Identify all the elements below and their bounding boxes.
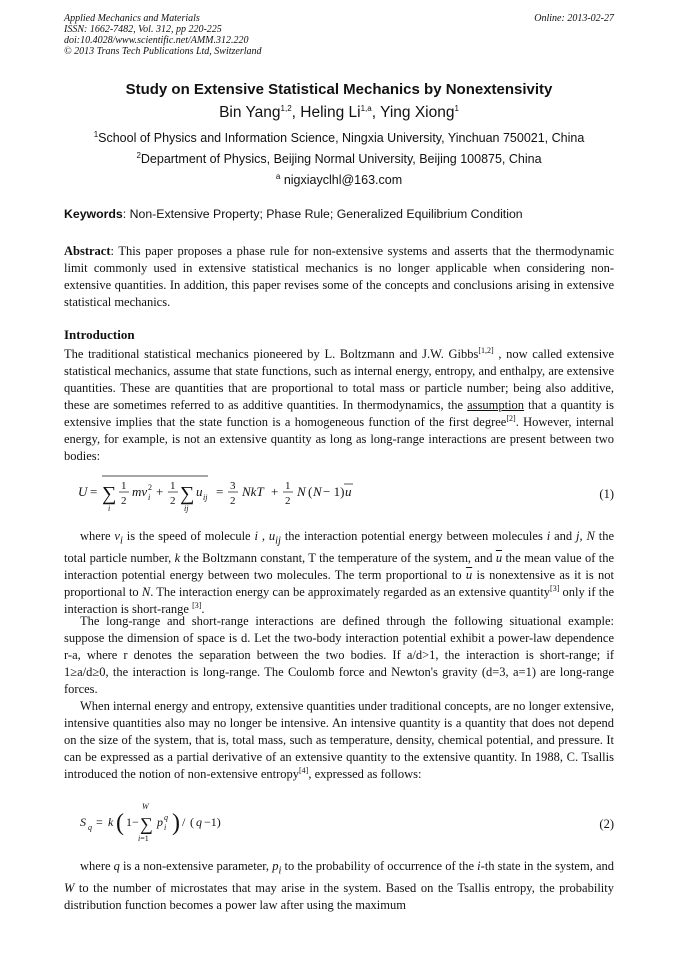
svg-text:p: p xyxy=(157,815,163,829)
author-name: Heling Li xyxy=(300,104,361,121)
svg-text:2: 2 xyxy=(148,483,152,492)
svg-text:ij: ij xyxy=(203,493,208,502)
svg-text:=: = xyxy=(216,484,224,499)
underlined-word: assumption xyxy=(467,398,525,412)
affiliation-text: Department of Physics, Beijing Normal University, Beijing 100875, China xyxy=(140,152,542,166)
intro-paragraph-4: When internal energy and entropy, extensive quantities under traditional concepts, are no longer extensive, intensive quantities also may no longer be intensive. An intensive quantity is a quantity that does not depend on the size of the system, that is, total mass, such as temperature, density, chemical potential, and pressure. It can be expressed as a partial derivative of an extensive quantity to the extensive quantity. In 1988, C. Tsallis introduced the notion of non-extensive entropy[4], expressed as follows: xyxy=(64,699,614,781)
svg-text:− 1): − 1) xyxy=(323,484,345,499)
affiliation-mark: 1 xyxy=(93,129,99,139)
svg-text:(: ( xyxy=(116,810,124,836)
equation-1 xyxy=(64,470,614,520)
svg-text:1: 1 xyxy=(121,480,127,492)
keywords xyxy=(64,207,523,221)
author-list: Bin Yang$^{1,2}$, Heling Li$^{1,a}$, Ying Xiong$^1$ xyxy=(219,103,459,121)
journal-name: Applied Mechanics and Materials xyxy=(64,13,200,24)
svg-text:∑: ∑ xyxy=(180,483,195,505)
affiliation-mark: 2 xyxy=(136,150,141,160)
svg-text:q: q xyxy=(164,813,168,822)
svg-text:(: ( xyxy=(308,484,313,499)
svg-text:): ) xyxy=(172,810,180,836)
intro-paragraph-1: The traditional statistical mechanics pioneered by L. Boltzmann and J.W. Gibbs[1,2] , now called extensive statistical mechanics, assume that state functions, such as internal energy, entropy, and enthalpy, are extensive quantities. These are quantities that are proportional to total mass or particle number; being also additive, these are sometimes referred to as additive quantities. In thermodynamics, the assumption that a quantity is extensive implies that the state function is a homogeneous function of the first degree[2]. However, internal energy, for example, is not an extensive quantity as long as long-range interactions are present between two bodies: xyxy=(64,345,614,463)
svg-text:2: 2 xyxy=(230,495,236,507)
svg-text:ij: ij xyxy=(184,504,189,513)
svg-text:−1): −1) xyxy=(204,815,221,829)
svg-text:∑: ∑ xyxy=(140,814,153,834)
abstract-label: Abstract xyxy=(64,244,111,258)
svg-text:i: i xyxy=(108,504,111,513)
svg-text:q: q xyxy=(88,823,92,832)
svg-text:2: 2 xyxy=(285,495,291,507)
author-affiliation-mark: 1,2 xyxy=(280,103,292,113)
doi-line: doi:10.4028/www.scientific.net/AMM.312.220 xyxy=(64,35,249,46)
citation: [2] xyxy=(506,413,516,423)
abstract-text: : This paper proposes a phase rule for non-extensive systems and asserts that the thermodynamic limit commonly used in extensive statistical mechanics is no longer applicable when considering non-extensive quantities. In addition, this paper revises some of the concepts and conclusions arising in extensive statistical mechanics. xyxy=(64,244,614,309)
citation: [3] xyxy=(192,600,202,610)
affiliation-mark: a xyxy=(275,171,281,181)
svg-text:N: N xyxy=(297,484,306,499)
svg-text:1−: 1− xyxy=(126,815,139,829)
abstract xyxy=(64,243,614,311)
svg-text:2: 2 xyxy=(170,495,176,507)
svg-text:N: N xyxy=(313,484,322,499)
email-text: nigxiayclhl@163.com xyxy=(283,173,403,187)
svg-text:k: k xyxy=(108,815,114,829)
equation-number: (1) xyxy=(599,487,614,501)
svg-text:2: 2 xyxy=(121,495,127,507)
svg-text:U: U xyxy=(78,484,88,499)
svg-text:u: u xyxy=(196,484,203,499)
citation: [3] xyxy=(550,583,560,593)
keywords-label: Keywords xyxy=(64,207,123,221)
copyright-line: © 2013 Trans Tech Publications Ltd, Switzerland xyxy=(64,46,262,57)
author-name: Bin Yang xyxy=(219,104,281,121)
svg-text:=: = xyxy=(96,815,103,829)
svg-text:3: 3 xyxy=(230,480,236,492)
svg-text:W: W xyxy=(142,802,149,811)
svg-text:i: i xyxy=(148,493,151,502)
svg-text:∑: ∑ xyxy=(102,483,117,505)
svg-text:i: i xyxy=(164,823,167,832)
svg-text:q: q xyxy=(196,815,202,829)
affiliation-2 xyxy=(0,152,678,166)
svg-text:/: / xyxy=(182,815,186,829)
svg-text:(: ( xyxy=(190,815,194,829)
intro-paragraph-2: where $v_i$ is the speed of molecule i , $u_{ij}$ the interaction potential energy between molecules i and j, N the total particle number, k the Boltzmann constant, T the temperature of the system, and $\overline{u}$ the mean value of the interaction potential energy between two molecules. The term proportional to $\overline{u}$ is nonextensive as it is not proportional to N. The interaction energy can be approximately regarded as an extensive quantity[3] only if the interaction is short-range [3]. xyxy=(64,529,615,616)
online-date: Online: 2013-02-27 xyxy=(534,13,614,24)
svg-text:i=1: i=1 xyxy=(138,834,149,843)
svg-text:1: 1 xyxy=(170,480,176,492)
intro-paragraph-5: where q is a non-extensive parameter, $p_i$ to the probability of occurrence of the i-th state in the system, and W to the number of microstates that may arise in the system. Based on the Tsallis entropy, the probability distribution function becomes a power law after using the maximum xyxy=(64,859,615,912)
author-name: Ying Xiong xyxy=(380,104,455,121)
equation-1-formula xyxy=(78,470,548,520)
affiliation-email xyxy=(0,173,678,187)
author-affiliation-mark: 1 xyxy=(454,103,459,113)
svg-text:+: + xyxy=(271,484,279,499)
svg-text:=: = xyxy=(90,484,98,499)
journal-header xyxy=(64,13,262,57)
author-affiliation-mark: 1,a xyxy=(360,103,372,113)
equation-2-formula xyxy=(80,800,340,850)
affiliation-text: School of Physics and Information Science, Ningxia University, Yinchuan 750021, China xyxy=(98,131,585,145)
section-heading: Introduction xyxy=(64,327,135,342)
svg-text:1: 1 xyxy=(285,480,291,492)
paper-title: Study on Extensive Statistical Mechanics by Nonextensivity xyxy=(125,81,553,98)
svg-text:u: u xyxy=(345,484,352,499)
svg-text:mv: mv xyxy=(132,484,148,499)
svg-text:NkT: NkT xyxy=(242,484,264,499)
equation-number: (2) xyxy=(599,817,614,831)
affiliation-1 xyxy=(0,131,678,145)
keywords-text: : Non-Extensive Property; Phase Rule; Generalized Equilibrium Condition xyxy=(122,207,523,221)
citation: [1,2] xyxy=(478,345,494,355)
svg-text:+: + xyxy=(156,484,164,499)
issn-line: ISSN: 1662-7482, Vol. 312, pp 220-225 xyxy=(64,24,222,35)
svg-text:S: S xyxy=(80,815,86,829)
equation-2 xyxy=(64,800,614,850)
citation: [4] xyxy=(299,765,309,775)
intro-paragraph-3: The long-range and short-range interactions are defined through the following situational example: suppose the dimension of space is d. Let the two-body interaction potential exhibit a power-law dependence r-a, where r denotes the separation between the two bodies. If a/d>1, the interaction is short-range; if 1≥a/d≥0, the interaction is long-range. The Coulomb force and Newton's gravity (d=3, a=1) are long-range forces. xyxy=(64,614,614,696)
